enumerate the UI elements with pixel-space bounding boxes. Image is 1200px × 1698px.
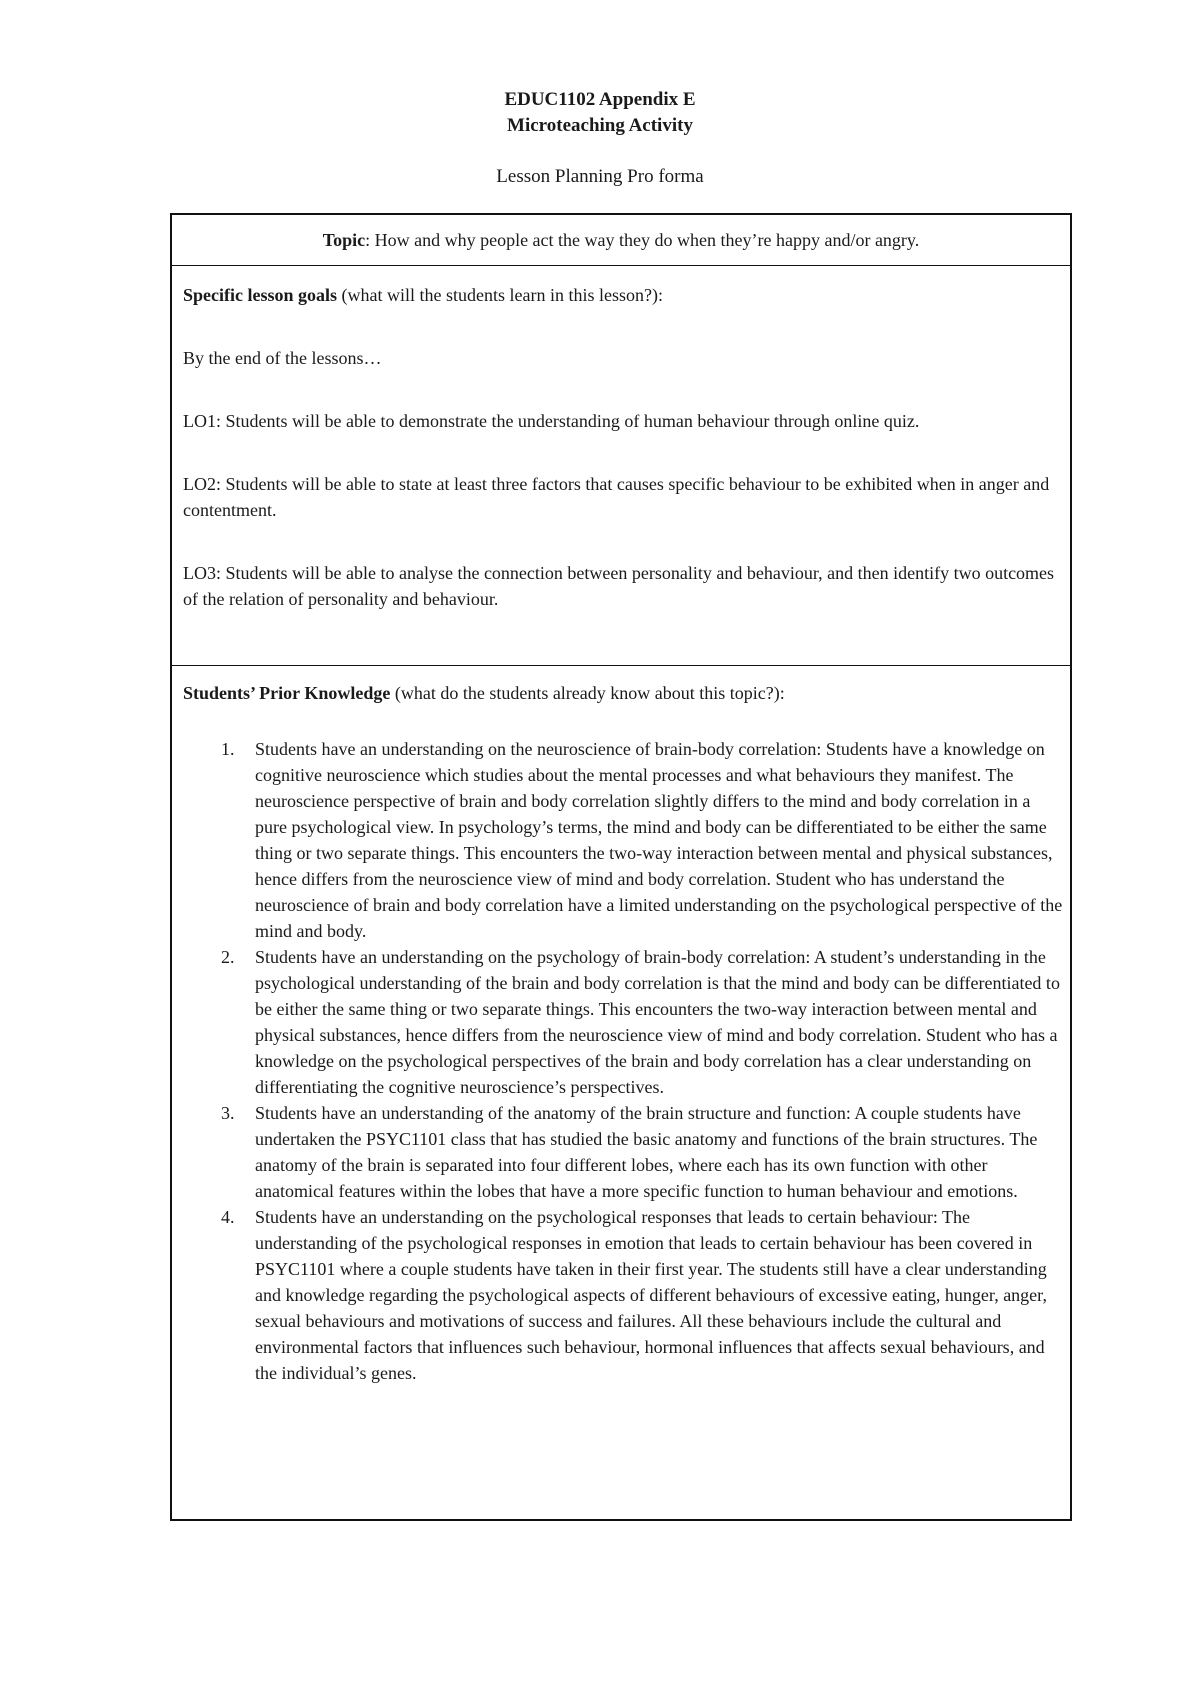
list-item <box>183 944 1063 1100</box>
learning-outcome-1: LO1: Students will be able to demonstrate the understanding of human behaviour through online quiz. <box>183 411 920 431</box>
goals-label: Specific lesson goals <box>183 285 338 305</box>
goals-prompt: (what will the students learn in this lesson?): <box>337 285 663 305</box>
topic-row <box>172 215 1070 266</box>
document-title: EDUC1102 Appendix E <box>504 89 696 110</box>
goals-heading <box>183 282 1063 308</box>
form-name: Lesson Planning Pro forma <box>496 166 704 187</box>
list-item-text: Students have an understanding on the psychological responses that leads to certain behaviour: The understanding of the psychological responses in emotion that leads to certain behaviour has been covered in PSYC1101 where a couple students have taken in their first year. The students still have a clear understanding and knowledge regarding the psychological aspects of different behaviours of excessive eating, hunger, anger, sexual behaviours and motivations of success and failures. All these behaviours include the cultural and environmental factors that influences such behaviour, hormonal influences that affects sexual behaviours, and the individual’s genes. <box>255 1207 1047 1383</box>
list-item-number: 1. <box>221 739 235 759</box>
topic-line <box>172 227 1070 253</box>
prior-knowledge-content <box>183 680 1063 1386</box>
list-item <box>183 736 1063 944</box>
list-item <box>183 1100 1063 1204</box>
list-item-number: 3. <box>221 1103 235 1123</box>
list-item-text: Students have an understanding on the psychology of brain-body correlation: A student’s understanding in the psychological understanding of the brain and body correlation is that the mind and body can be differentiated to be either the same thing or two separate things. This encounters the two-way interaction between mental and physical substances, hence differs from the neuroscience view of mind and body correlation. Student who has a knowledge on the psychological perspectives of the brain and body correlation has a clear understanding on differentiating the cognitive neuroscience’s perspectives. <box>255 947 1060 1097</box>
lesson-goals-row <box>172 266 1070 666</box>
learning-outcome-3: LO3: Students will be able to analyse the connection between personality and behaviour, and then identify two outcomes of the relation of personality and behaviour. <box>183 563 1055 609</box>
prior-knowledge-heading <box>183 680 1063 706</box>
document-subtitle: Microteaching Activity <box>507 115 693 136</box>
prior-knowledge-row <box>172 666 1070 1518</box>
list-item-text: Students have an understanding on the neuroscience of brain-body correlation: Students have a knowledge on cognitive neuroscience which studies about the mental processes and what behaviours they manifest. The neuroscience perspective of brain and body correlation slightly differs to the mind and body correlation in a pure psychological view. In psychology’s terms, the mind and body can be differentiated to be either the same thing or two separate things. This encounters the two-way interaction between mental and physical substances, hence differs from the neuroscience view of mind and body correlation. Student who has understand the neuroscience of brain and body correlation have a limited understanding on the psychological perspective of the mind and body. <box>255 739 1063 941</box>
topic-label: Topic <box>322 230 366 250</box>
list-item-number: 4. <box>221 1207 235 1227</box>
lesson-plan-table <box>170 213 1072 1521</box>
topic-text: : How and why people act the way they do when they’re happy and/or angry. <box>365 230 920 250</box>
prior-knowledge-label: Students’ Prior Knowledge <box>183 683 391 703</box>
list-item <box>183 1204 1063 1386</box>
goals-intro: By the end of the lessons… <box>183 348 382 368</box>
list-item-number: 2. <box>221 947 235 967</box>
prior-knowledge-list <box>183 736 1063 1386</box>
prior-knowledge-prompt: (what do the students already know about this topic?): <box>390 683 785 703</box>
learning-outcome-2: LO2: Students will be able to state at least three factors that causes specific behaviour to be exhibited when in anger and contentment. <box>183 474 1050 520</box>
list-item-text: Students have an understanding of the anatomy of the brain structure and function: A couple students have undertaken the PSYC1101 class that has studied the basic anatomy and functions of the brain structures. The anatomy of the brain is separated into four different lobes, where each has its own function with other anatomical features within the lobes that have a more specific function to human behaviour and emotions. <box>255 1103 1038 1201</box>
lesson-goals-content <box>183 282 1063 649</box>
